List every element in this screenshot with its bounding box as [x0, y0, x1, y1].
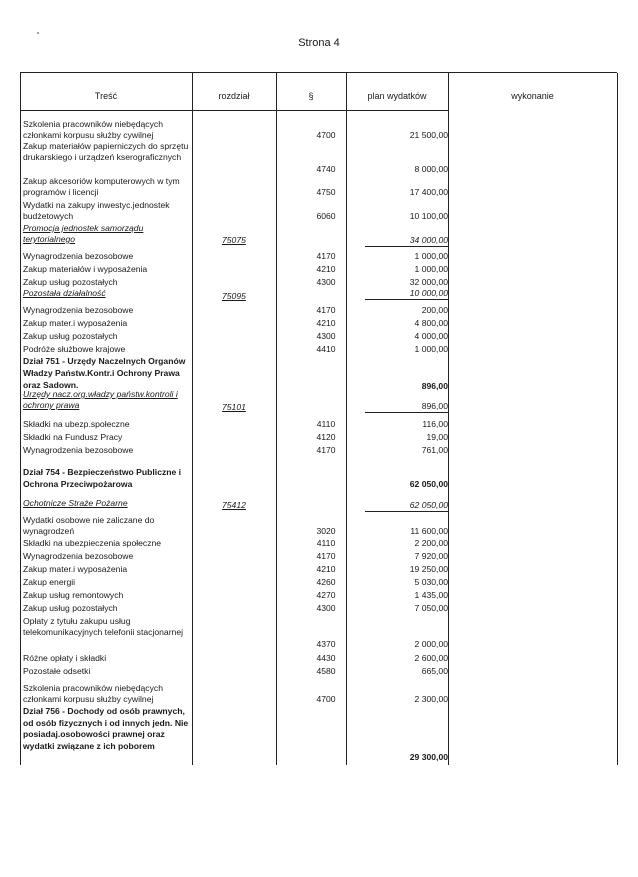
row-tresc: Różne opłaty i składki [23, 653, 107, 663]
subtotal-underline [365, 511, 448, 512]
row-paragraf: 4170 [316, 551, 336, 561]
row-paragraf: 4110 [316, 419, 336, 429]
header-wykonanie: wykonanie [511, 91, 554, 101]
row-paragraf: 4410 [316, 344, 336, 354]
row-plan: 200,00 [421, 305, 448, 315]
row-paragraf: 4700 [316, 694, 336, 704]
row-tresc: Zakup mater.i wyposażenia [23, 318, 128, 328]
subtotal-underline [365, 412, 448, 413]
row-plan: 17 400,00 [409, 187, 448, 197]
row-paragraf: 6060 [316, 211, 336, 221]
row-paragraf: 4210 [316, 564, 336, 574]
row-plan: 1 000,00 [414, 251, 448, 261]
row-paragraf: 4300 [316, 331, 336, 341]
row-tresc: Zakup usług pozostałych [23, 277, 118, 287]
row-paragraf: 4210 [316, 264, 336, 274]
table-border-right [617, 73, 618, 765]
row-plan: 34 000,00 [409, 235, 448, 245]
row-paragraf: 4300 [316, 277, 336, 287]
row-paragraf: 4740 [316, 164, 336, 174]
row-tresc: Urzędy nacz.org.władzy państw.kontroli i ochrony prawa [23, 389, 178, 410]
row-paragraf: 4300 [316, 603, 336, 613]
row-plan: 62 050,00 [409, 479, 448, 489]
row-tresc: Pozostałe odsetki [23, 666, 91, 676]
row-plan: 896,00 [421, 401, 448, 411]
row-tresc: Wynagrodzenia bezosobowe [23, 445, 134, 455]
row-plan: 29 300,00 [409, 752, 448, 762]
row-plan: 2 300,00 [414, 694, 448, 704]
row-paragraf: 4210 [316, 318, 336, 328]
expenditure-table [20, 72, 617, 765]
row-tresc: Dział 756 - Dochody od osób prawnych, od osób fizycznych i od innych jedn. Nie posiadaj.osobowości prawnej oraz wydatki związane z ich poborem [23, 706, 189, 751]
row-tresc: Pozostała działalność [23, 288, 106, 298]
row-tresc: Składki na ubezpieczenia społeczne [23, 538, 162, 548]
row-rozdzial: 75095 [222, 291, 246, 301]
row-tresc: Składki na ubezp.społeczne [23, 419, 130, 429]
row-plan: 7 920,00 [414, 551, 448, 561]
row-plan: 2 200,00 [414, 538, 448, 548]
row-tresc: Wynagrodzenia bezosobowe [23, 251, 134, 261]
header-divider [20, 110, 448, 111]
row-paragraf: 4170 [316, 251, 336, 261]
row-tresc: Zakup mater.i wyposażenia [23, 564, 128, 574]
row-tresc: Zakup usług remontowych [23, 590, 124, 600]
subtotal-underline [365, 246, 448, 247]
header-plan: plan wydatków [367, 91, 427, 101]
row-plan: 32 000,00 [409, 277, 448, 287]
row-paragraf: 4750 [316, 187, 336, 197]
row-plan: 8 000,00 [414, 164, 448, 174]
row-tresc: Promocja jednostek samorządu terytorialnego [23, 223, 144, 244]
row-plan: 1 000,00 [414, 264, 448, 274]
row-plan: 761,00 [421, 445, 448, 455]
row-plan: 116,00 [422, 419, 448, 429]
row-paragraf: 4700 [316, 130, 336, 140]
row-paragraf: 3020 [316, 526, 336, 536]
header-paragraf: § [308, 91, 314, 101]
row-plan: 19,00 [426, 432, 448, 442]
column-divider [276, 73, 277, 765]
row-tresc: Składki na Fundusz Pracy [23, 432, 123, 442]
row-plan: 2 000,00 [414, 639, 448, 649]
row-paragraf: 4170 [316, 305, 336, 315]
row-tresc: Zakup energii [23, 577, 76, 587]
row-plan: 5 030,00 [414, 577, 448, 587]
row-tresc: Szkolenia pracowników niebędących członkami korpusu służby cywilnej [23, 683, 163, 704]
subtotal-underline [365, 299, 448, 300]
row-tresc: Dział 751 - Urzędy Naczelnych Organów Władzy Państw.Kontr.i Ochrony Prawa oraz Sadown. [23, 356, 186, 390]
row-tresc: Zakup usług pozostałych [23, 603, 118, 613]
row-plan: 11 600,00 [410, 526, 448, 536]
row-plan: 4 800,00 [414, 318, 448, 328]
scan-speck [37, 32, 39, 34]
row-plan: 19 250,00 [409, 564, 448, 574]
header-tresc: Treść [94, 91, 118, 101]
row-tresc: Ochotnicze Straże Pożarne [23, 498, 128, 508]
row-plan: 10 100,00 [409, 211, 448, 221]
row-plan: 4 000,00 [414, 331, 448, 341]
row-tresc: Zakup usług pozostałych [23, 331, 118, 341]
row-plan: 2 600,00 [414, 653, 448, 663]
row-paragraf: 4120 [316, 432, 336, 442]
table-border-left [20, 73, 21, 765]
row-rozdzial: 75075 [222, 235, 246, 245]
row-tresc: Zakup akcesoriów komputerowych w tym programów i licencji [23, 176, 180, 197]
row-plan: 62 050,00 [409, 500, 448, 510]
column-divider [448, 73, 449, 765]
row-plan: 7 050,00 [414, 603, 448, 613]
row-paragraf: 4580 [316, 666, 336, 676]
row-plan: 21 500,00 [409, 130, 448, 140]
row-paragraf: 4110 [316, 538, 336, 548]
row-tresc: Wydatki na zakupy inwestyc.jednostek budżetowych [23, 200, 170, 221]
page-number: Strona 4 [298, 37, 340, 49]
row-plan: 665,00 [421, 666, 448, 676]
row-plan: 896,00 [421, 381, 448, 391]
row-tresc: Szkolenia pracowników niebędących członkami korpusu służby cywilnej [23, 119, 163, 140]
row-tresc: Podróże służbowe krajowe [23, 344, 126, 354]
row-paragraf: 4430 [316, 653, 336, 663]
row-tresc: Dział 754 - Bezpieczeństwo Publiczne i Ochrona Przeciwpożarowa [23, 467, 182, 489]
row-paragraf: 4270 [316, 590, 336, 600]
row-plan: 1 000,00 [414, 344, 448, 354]
row-plan: 10 000,00 [409, 288, 448, 298]
row-tresc: Opłaty z tytułu zakupu usług telekomunikacyjnych telefonii stacjonarnej [23, 616, 184, 637]
header-rozdzial: rozdział [218, 91, 250, 101]
row-tresc: Wynagrodzenia bezosobowe [23, 551, 134, 561]
row-tresc: Zakup materiałów i wyposażenia [23, 264, 148, 274]
row-tresc: Wydatki osobowe nie zaliczane do wynagrodzeń [23, 515, 155, 536]
row-paragraf: 4370 [316, 639, 336, 649]
row-rozdzial: 75412 [222, 500, 246, 510]
row-tresc: Wynagrodzenia bezosobowe [23, 305, 134, 315]
row-rozdzial: 75101 [222, 402, 246, 412]
row-plan: 1 435,00 [414, 590, 448, 600]
row-tresc: Zakup materiałów papierniczych do sprzętu drukarskiego i urządzeń kserograficznych [23, 141, 189, 162]
row-paragraf: 4260 [316, 577, 336, 587]
row-paragraf: 4170 [316, 445, 336, 455]
